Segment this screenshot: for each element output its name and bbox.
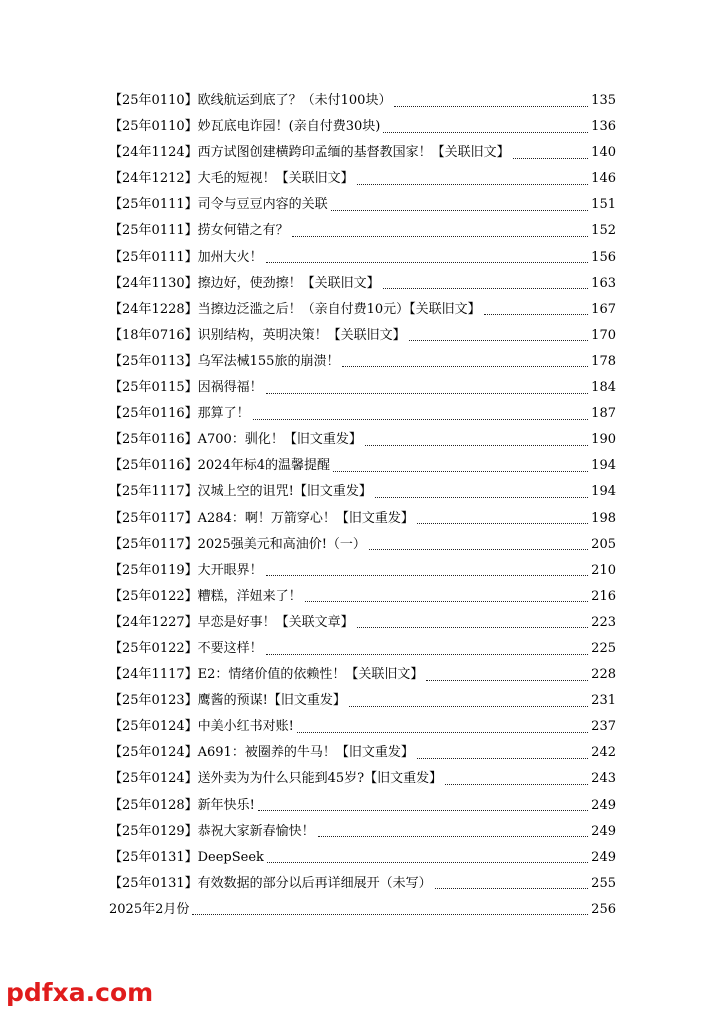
- toc-entry-title[interactable]: 【25年0115】因祸得福！: [109, 380, 263, 396]
- toc-dot-leader: [417, 523, 588, 524]
- toc-dot-leader: [258, 810, 588, 811]
- toc-dot-leader: [513, 158, 589, 159]
- toc-dot-leader: [331, 210, 589, 211]
- toc-dot-leader: [297, 732, 588, 733]
- toc-entry-title[interactable]: 【25年0117】A284：啊！万箭穿心！【旧文重发】: [109, 510, 414, 526]
- toc-entry-page-number[interactable]: 140: [591, 145, 616, 161]
- toc-entry-page-number[interactable]: 216: [591, 588, 616, 604]
- toc-entry-page-number[interactable]: 152: [591, 223, 616, 239]
- toc-entry-page-number[interactable]: 178: [591, 353, 616, 369]
- toc-entry-title[interactable]: 【25年0124】A691：被圈养的牛马！【旧文重发】: [109, 745, 414, 761]
- toc-entry-page-number[interactable]: 194: [591, 484, 616, 500]
- toc-entry[interactable]: [109, 89, 616, 115]
- toc-entry-page-number[interactable]: 136: [591, 119, 616, 135]
- toc-entry-title[interactable]: 2025年2月份: [109, 901, 190, 917]
- toc-dot-leader: [394, 106, 588, 107]
- toc-entry-title[interactable]: 【25年0111】加州大火！: [109, 249, 263, 265]
- toc-entry-page-number[interactable]: 151: [591, 197, 616, 213]
- toc-entry-title[interactable]: 【18年0716】识别结构，英明决策！【关联旧文】: [109, 327, 406, 343]
- toc-dot-leader: [383, 288, 589, 289]
- toc-entry[interactable]: [109, 820, 616, 846]
- toc-entry[interactable]: [109, 272, 616, 298]
- toc-dot-leader: [365, 445, 588, 446]
- toc-dot-leader: [383, 132, 588, 133]
- toc-entry-page-number[interactable]: 205: [591, 536, 616, 552]
- toc-dot-leader: [192, 914, 588, 915]
- toc-entry-page-number[interactable]: 187: [591, 406, 616, 422]
- toc-entry[interactable]: [109, 350, 616, 376]
- toc-entry-title[interactable]: 【25年0111】捞女何错之有？: [109, 223, 289, 239]
- toc-entry-page-number[interactable]: 237: [591, 719, 616, 735]
- toc-entry-title[interactable]: 【24年1227】早恋是好事！【关联文章】: [109, 614, 354, 630]
- toc-entry[interactable]: [109, 324, 616, 350]
- toc-entry-page-number[interactable]: 242: [591, 745, 616, 761]
- toc-dot-leader: [417, 758, 588, 759]
- toc-entry[interactable]: [109, 480, 616, 506]
- toc-entry[interactable]: [109, 663, 616, 689]
- toc-entry-title[interactable]: 【25年0128】新年快乐!: [109, 797, 255, 813]
- toc-entry-title[interactable]: 【25年0122】糟糕，洋妞来了！: [109, 588, 302, 604]
- toc-entry-title[interactable]: 【25年0113】乌军法械155旅的崩溃！: [109, 353, 340, 369]
- toc-entry[interactable]: [109, 767, 616, 793]
- toc-entry[interactable]: [109, 846, 616, 872]
- toc-entry-page-number[interactable]: 223: [591, 614, 616, 630]
- toc-entry-page-number[interactable]: 167: [591, 301, 616, 317]
- toc-entry-page-number[interactable]: 135: [591, 93, 616, 108]
- toc-entry-page-number[interactable]: 249: [591, 849, 616, 865]
- toc-entry-title[interactable]: 【25年0124】送外卖为为什么只能到45岁?【旧文重发】: [109, 771, 443, 787]
- toc-dot-leader: [435, 888, 589, 889]
- toc-entry-page-number[interactable]: 170: [591, 327, 616, 343]
- toc-entry-title[interactable]: 【24年1212】大毛的短视！【关联旧文】: [109, 171, 354, 187]
- toc-entry-title[interactable]: 【25年0116】那算了！: [109, 406, 250, 422]
- toc-entry-title[interactable]: 【25年0131】DeepSeek: [109, 849, 264, 865]
- toc-entry[interactable]: [109, 115, 616, 141]
- toc-entry-title[interactable]: 【25年0122】不要这样！: [109, 640, 263, 656]
- toc-entry-title[interactable]: 【25年0116】2024年标4的温馨提醒: [109, 458, 330, 474]
- toc-entry[interactable]: [109, 637, 616, 663]
- toc-entry[interactable]: [109, 559, 616, 585]
- toc-entry-title[interactable]: 【25年0110】妙瓦底电诈园！(亲自付费30块): [109, 119, 381, 135]
- toc-entry-page-number[interactable]: 249: [591, 797, 616, 813]
- toc-entry[interactable]: [109, 298, 616, 324]
- toc-entry[interactable]: [109, 507, 616, 533]
- toc-entry-title[interactable]: 【24年1117】E2：情绪价值的依赖性！【关联旧文】: [109, 667, 424, 683]
- toc-entry[interactable]: [109, 533, 616, 559]
- toc-entry-page-number[interactable]: 163: [591, 275, 616, 291]
- toc-entry[interactable]: [109, 794, 616, 820]
- toc-entry-page-number[interactable]: 210: [591, 562, 616, 578]
- table-of-contents: [109, 89, 616, 924]
- toc-dot-leader: [357, 184, 589, 185]
- toc-entry-page-number[interactable]: 190: [591, 432, 616, 448]
- toc-entry[interactable]: [109, 715, 616, 741]
- toc-entry[interactable]: [109, 872, 616, 898]
- toc-entry[interactable]: [109, 454, 616, 480]
- toc-entry-page-number[interactable]: 184: [591, 380, 616, 396]
- toc-entry-title[interactable]: 【25年0119】大开眼界！: [109, 562, 263, 578]
- toc-dot-leader: [292, 236, 589, 237]
- toc-dot-leader: [342, 366, 588, 367]
- toc-entry-title[interactable]: 【25年0123】鹰酱的预谋!【旧文重发】: [109, 693, 346, 709]
- toc-dot-leader: [253, 419, 589, 420]
- toc-entry[interactable]: [109, 167, 616, 193]
- toc-dot-leader: [333, 471, 588, 472]
- toc-entry-page-number[interactable]: 249: [591, 823, 616, 839]
- toc-entry[interactable]: [109, 219, 616, 245]
- toc-entry-page-number[interactable]: 231: [591, 693, 616, 709]
- toc-entry-page-number[interactable]: 256: [591, 901, 616, 917]
- toc-entry[interactable]: [109, 741, 616, 767]
- toc-entry-title[interactable]: 【25年0111】司令与豆豆内容的关联: [109, 197, 328, 213]
- toc-entry-page-number[interactable]: 243: [591, 771, 616, 787]
- toc-entry-title[interactable]: 【25年0131】有效数据的部分以后再详细展开（未写）: [109, 875, 432, 891]
- toc-entry[interactable]: [109, 376, 616, 402]
- toc-dot-leader: [349, 706, 588, 707]
- toc-entry[interactable]: [109, 689, 616, 715]
- toc-dot-leader: [266, 575, 589, 576]
- toc-dot-leader: [484, 314, 589, 315]
- toc-dot-leader: [357, 627, 589, 628]
- toc-dot-leader: [266, 654, 589, 655]
- toc-entry[interactable]: [109, 141, 616, 167]
- toc-dot-leader: [409, 340, 589, 341]
- toc-entry-page-number[interactable]: 228: [591, 667, 616, 683]
- toc-entry-title[interactable]: 【25年0110】欧线航运到底了？（未付100块）: [109, 93, 392, 108]
- toc-entry-title[interactable]: 【25年0116】A700：驯化！【旧文重发】: [109, 432, 362, 448]
- toc-entry[interactable]: [109, 428, 616, 454]
- toc-entry-page-number[interactable]: 194: [591, 458, 616, 474]
- toc-entry[interactable]: [109, 611, 616, 637]
- toc-entry-page-number[interactable]: 198: [591, 510, 616, 526]
- toc-dot-leader: [266, 262, 589, 263]
- toc-entry-page-number[interactable]: 225: [591, 640, 616, 656]
- toc-entry-page-number[interactable]: 255: [591, 875, 616, 891]
- toc-entry-title[interactable]: 【24年1228】当擦边泛滥之后！（亲自付费10元）【关联旧文】: [109, 301, 481, 317]
- toc-entry[interactable]: [109, 246, 616, 272]
- toc-entry-page-number[interactable]: 156: [591, 249, 616, 265]
- toc-entry-title[interactable]: 【25年1117】汉城上空的诅咒!【旧文重发】: [109, 484, 372, 500]
- watermark-logo: pdfxa.com: [6, 978, 154, 1007]
- toc-dot-leader: [445, 784, 588, 785]
- toc-entry-title[interactable]: 【25年0124】中美小红书对账!: [109, 719, 294, 735]
- toc-entry[interactable]: [109, 402, 616, 428]
- toc-dot-leader: [318, 836, 589, 837]
- toc-entry[interactable]: [109, 585, 616, 611]
- toc-dot-leader: [426, 680, 588, 681]
- toc-dot-leader: [267, 862, 588, 863]
- toc-dot-leader: [266, 393, 589, 394]
- toc-entry-page-number[interactable]: 146: [591, 171, 616, 187]
- toc-dot-leader: [375, 497, 588, 498]
- toc-dot-leader: [305, 601, 589, 602]
- toc-dot-leader: [369, 549, 588, 550]
- toc-entry[interactable]: [109, 193, 616, 219]
- toc-entry-title[interactable]: 【24年1130】擦边好，使劲擦！【关联旧文】: [109, 275, 380, 291]
- toc-entry-title[interactable]: 【24年1124】西方试图创建横跨印孟缅的基督教国家！【关联旧文】: [109, 145, 510, 161]
- toc-entry-title[interactable]: 【25年0129】恭祝大家新春愉快！: [109, 823, 315, 839]
- toc-entry-title[interactable]: 【25年0117】2025强美元和高油价!（一）: [109, 536, 366, 552]
- toc-entry[interactable]: [109, 898, 616, 924]
